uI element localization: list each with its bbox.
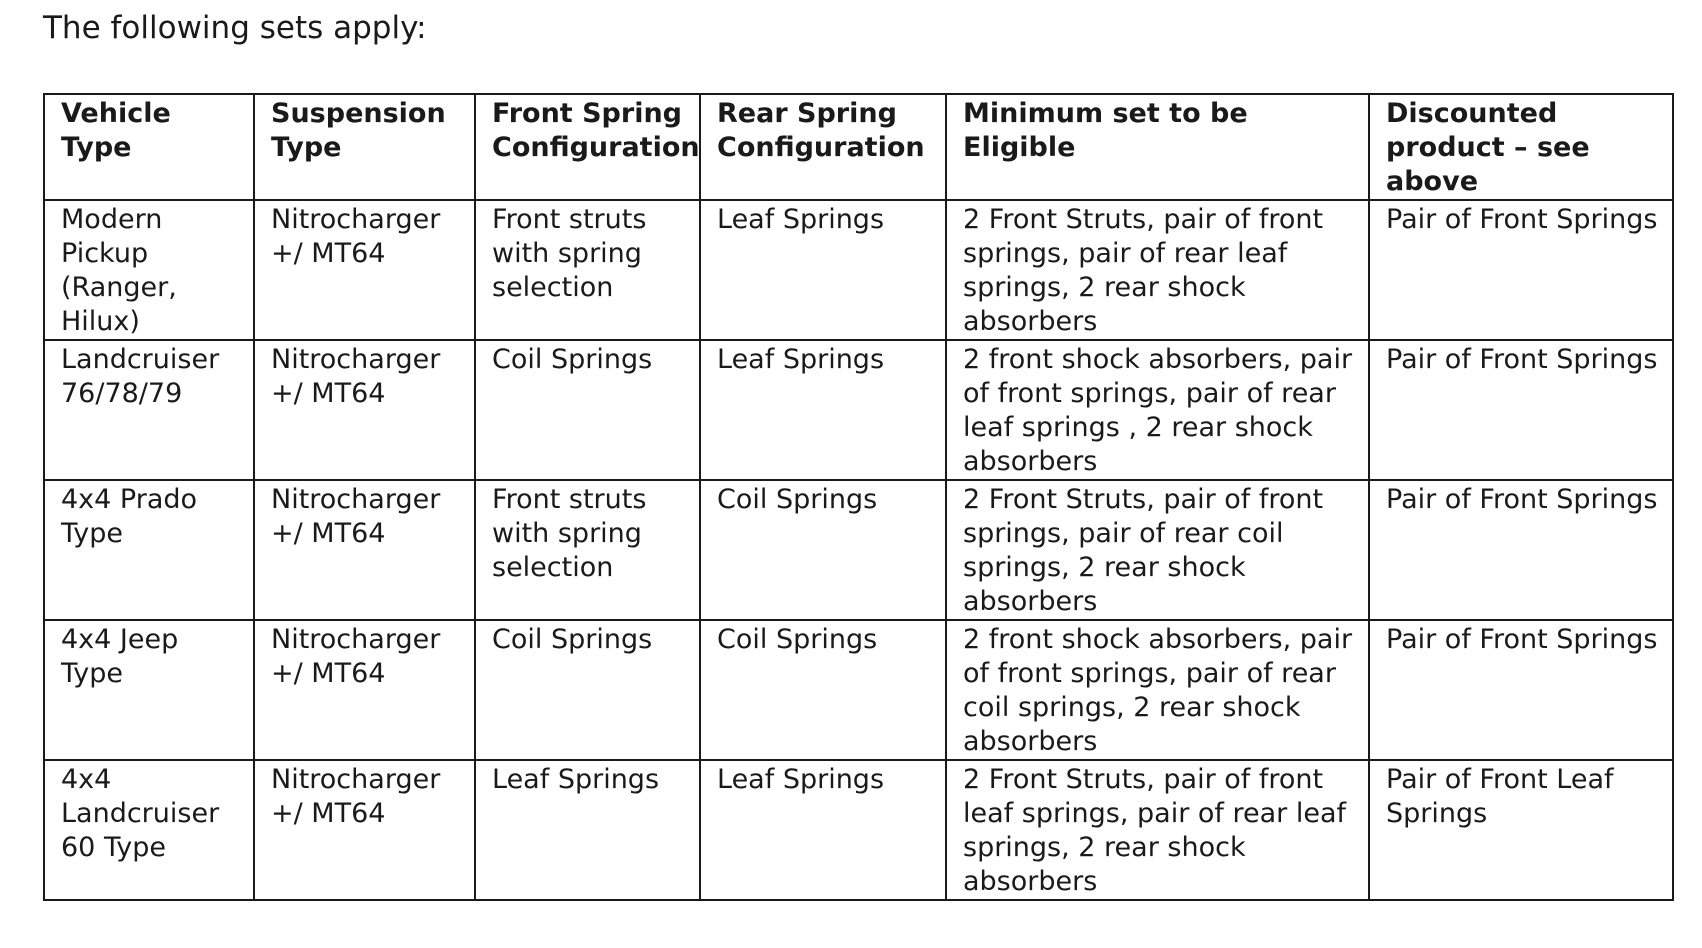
cell-discounted-product: Pair of Front Springs: [1369, 620, 1673, 760]
cell-suspension-type: Nitrocharger +/ MT64: [254, 760, 475, 900]
cell-front-spring: Front struts with spring selection: [475, 480, 700, 620]
cell-discounted-product: Pair of Front Leaf Springs: [1369, 760, 1673, 900]
cell-front-spring: Coil Springs: [475, 340, 700, 480]
cell-vehicle-type: 4x4 Prado Type: [44, 480, 254, 620]
table-row: [44, 620, 1673, 760]
cell-rear-spring: Leaf Springs: [700, 760, 946, 900]
header-front-spring-configuration: Front Spring Configuration: [475, 94, 700, 200]
cell-front-spring: Leaf Springs: [475, 760, 700, 900]
cell-front-spring: Front struts with spring selection: [475, 200, 700, 340]
cell-front-spring: Coil Springs: [475, 620, 700, 760]
cell-vehicle-type: Landcruiser 76/78/79: [44, 340, 254, 480]
cell-rear-spring: Leaf Springs: [700, 340, 946, 480]
table-row: [44, 340, 1673, 480]
cell-rear-spring: Leaf Springs: [700, 200, 946, 340]
cell-minimum-set: 2 front shock absorbers, pair of front springs, pair of rear leaf springs , 2 rear shock absorbers: [946, 340, 1369, 480]
intro-text: The following sets apply:: [43, 10, 427, 46]
cell-suspension-type: Nitrocharger +/ MT64: [254, 480, 475, 620]
cell-suspension-type: Nitrocharger +/ MT64: [254, 200, 475, 340]
table-row: [44, 760, 1673, 900]
cell-suspension-type: Nitrocharger +/ MT64: [254, 620, 475, 760]
cell-rear-spring: Coil Springs: [700, 620, 946, 760]
header-suspension-type: Suspension Type: [254, 94, 475, 200]
table-header-row: [44, 94, 1673, 200]
header-minimum-set: Minimum set to be Eligible: [946, 94, 1369, 200]
cell-minimum-set: 2 Front Struts, pair of front springs, pair of rear leaf springs, 2 rear shock absorbers: [946, 200, 1369, 340]
cell-suspension-type: Nitrocharger +/ MT64: [254, 340, 475, 480]
header-discounted-product: Discounted product – see above: [1369, 94, 1673, 200]
table-row: [44, 200, 1673, 340]
header-vehicle-type: Vehicle Type: [44, 94, 254, 200]
cell-minimum-set: 2 Front Struts, pair of front springs, pair of rear coil springs, 2 rear shock absorbers: [946, 480, 1369, 620]
table-row: [44, 480, 1673, 620]
cell-minimum-set: 2 front shock absorbers, pair of front springs, pair of rear coil springs, 2 rear shock absorbers: [946, 620, 1369, 760]
header-rear-spring-configuration: Rear Spring Configuration: [700, 94, 946, 200]
cell-minimum-set: 2 Front Struts, pair of front leaf springs, pair of rear leaf springs, 2 rear shock absorbers: [946, 760, 1369, 900]
cell-rear-spring: Coil Springs: [700, 480, 946, 620]
cell-discounted-product: Pair of Front Springs: [1369, 200, 1673, 340]
cell-discounted-product: Pair of Front Springs: [1369, 340, 1673, 480]
cell-vehicle-type: 4x4 Jeep Type: [44, 620, 254, 760]
cell-vehicle-type: Modern Pickup (Ranger, Hilux): [44, 200, 254, 340]
cell-vehicle-type: 4x4 Landcruiser 60 Type: [44, 760, 254, 900]
eligible-sets-table: [43, 93, 1674, 901]
cell-discounted-product: Pair of Front Springs: [1369, 480, 1673, 620]
